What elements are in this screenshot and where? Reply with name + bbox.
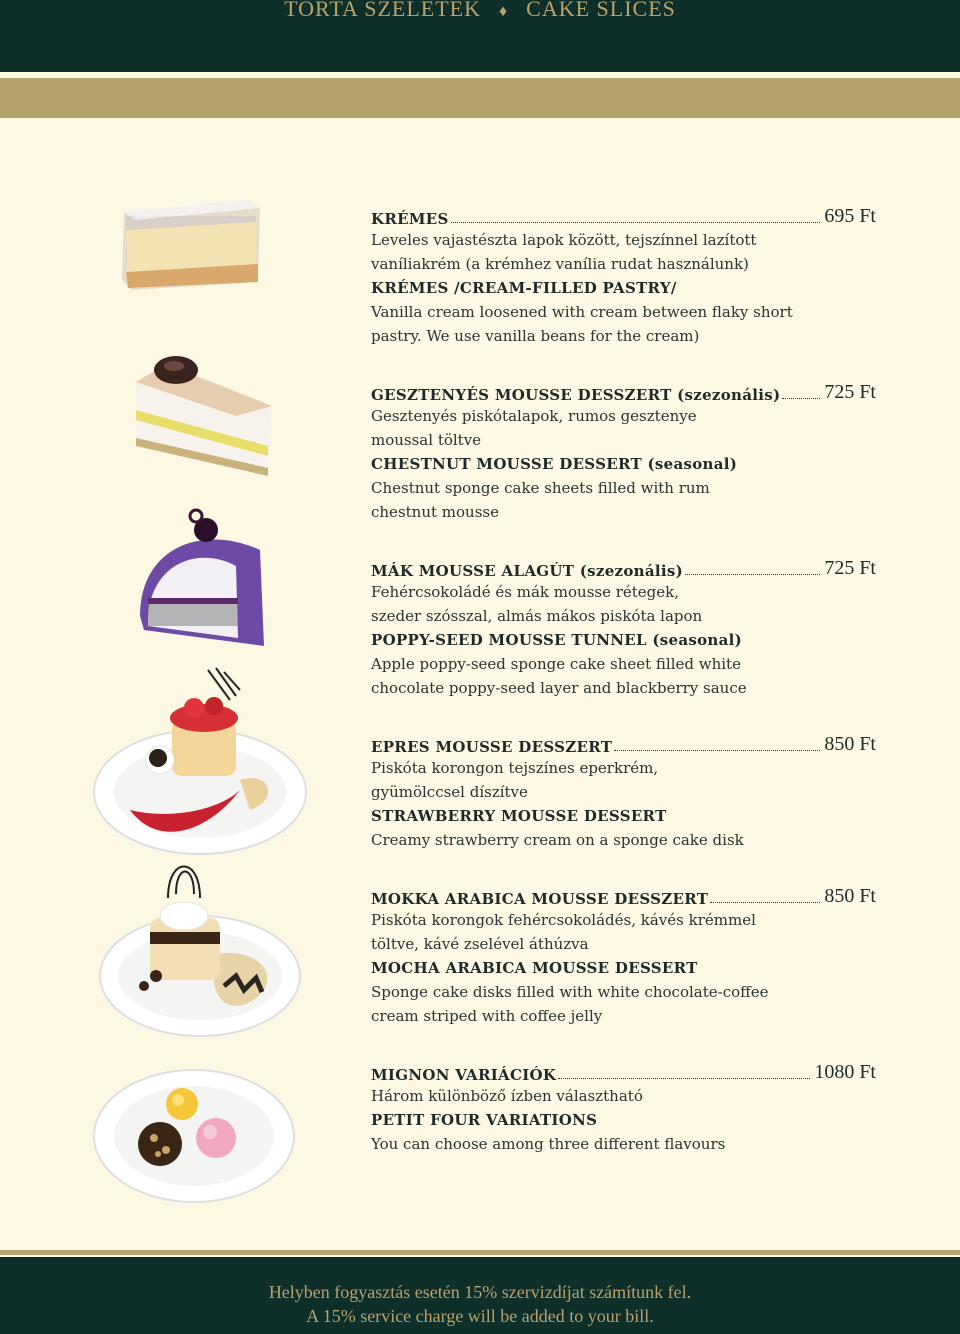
description-en: cream striped with coffee jelly [371, 1007, 603, 1025]
item-price: 850 Ft [824, 733, 876, 755]
item-name-en: CHESTNUT MOUSSE DESSERT (seasonal) [371, 455, 738, 473]
description-en: Apple poppy-seed sponge cake sheet filled white [371, 655, 741, 673]
item-title-row [371, 884, 876, 908]
description-hu: Piskóta korongon tejszínes eperkrém, [371, 759, 659, 777]
item-price: 850 Ft [824, 885, 876, 907]
mocha-arabica-photo [96, 836, 304, 1040]
menu-item-poppy-seed-tunnel [371, 556, 876, 700]
description-en: Creamy strawberry cream on a sponge cake disk [371, 831, 744, 849]
menu-item-mocha-arabica [371, 884, 876, 1028]
dot-leader [685, 574, 820, 575]
service-charge-note-hu: Helyben fogyasztás esetén 15% szervizdíjat számítunk fel. [268, 1282, 692, 1302]
description-en: Chestnut sponge cake sheets filled with rum [371, 479, 710, 497]
gold-band [0, 78, 960, 118]
description-hu: Három különböző ízben választható [371, 1087, 643, 1105]
kremes-photo [118, 192, 264, 292]
chestnut-mousse-photo [126, 352, 274, 480]
description-hu: Gesztenyés piskótalapok, rumos gesztenye [371, 407, 697, 425]
item-title-row [371, 1060, 876, 1084]
dot-leader [710, 902, 820, 903]
description-hu: Fehércsokoládé és mák mousse rétegek, [371, 583, 680, 601]
dot-leader [558, 1078, 810, 1079]
item-price: 725 Ft [824, 381, 876, 403]
item-title-row [371, 380, 876, 404]
menu-item-kremes [371, 204, 876, 348]
description-en: pastry. We use vanilla beans for the cream) [371, 327, 700, 345]
page-title [0, 0, 960, 22]
menu-item-strawberry-mousse [371, 732, 876, 852]
dot-leader [782, 398, 820, 399]
header-bar [0, 0, 960, 72]
description-en: Vanilla cream loosened with cream between flaky short [371, 303, 793, 321]
item-price: 1080 Ft [814, 1061, 876, 1083]
menu-item-chestnut-mousse [371, 380, 876, 524]
menu-item-petit-four [371, 1060, 876, 1156]
description-en: chestnut mousse [371, 503, 499, 521]
item-name-en: MOCHA ARABICA MOUSSE DESSERT [371, 959, 698, 977]
poppy-seed-tunnel-photo [134, 506, 268, 654]
description-en: Sponge cake disks filled with white chocolate-coffee [371, 983, 769, 1001]
title-hungarian: TORTA SZELETEK [284, 0, 481, 21]
dot-leader [451, 222, 821, 223]
item-price: 695 Ft [824, 205, 876, 227]
description-hu: szeder szósszal, almás mákos piskóta lapon [371, 607, 703, 625]
item-title-row [371, 204, 876, 228]
description-hu: Piskóta korongok fehércsokoládés, kávés krémmel [371, 911, 756, 929]
petit-four-photo [88, 1064, 300, 1206]
diamond-separator-icon: ♦ [498, 3, 509, 20]
item-name: MIGNON VARIÁCIÓK [371, 1066, 557, 1084]
item-name: MOKKA ARABICA MOUSSE DESSZERT [371, 890, 709, 908]
title-english: CAKE SLICES [526, 0, 676, 21]
service-charge-note-en: A 15% service charge will be added to your bill. [306, 1306, 654, 1326]
item-name: GESZTENYÉS MOUSSE DESSZERT (szezonális) [371, 386, 781, 404]
description-hu: gyümölccsel díszítve [371, 783, 528, 801]
item-name: EPRES MOUSSE DESSZERT [371, 738, 613, 756]
description-en: chocolate poppy-seed layer and blackberry sauce [371, 679, 747, 697]
item-name-en: PETIT FOUR VARIATIONS [371, 1111, 598, 1129]
item-name-en: KRÉMES /CREAM-FILLED PASTRY/ [371, 279, 677, 297]
item-name-en: POPPY-SEED MOUSSE TUNNEL (seasonal) [371, 631, 743, 649]
item-name: KRÉMES [371, 210, 449, 228]
footer-bar [0, 1257, 960, 1334]
strawberry-mousse-photo [90, 660, 310, 860]
item-name: MÁK MOUSSE ALAGÚT (szezonális) [371, 562, 684, 580]
description-hu: Leveles vajastészta lapok között, tejszínnel lazított [371, 231, 757, 249]
description-hu: vaníliakrém (a krémhez vanília rudat használunk) [371, 255, 749, 273]
item-title-row [371, 732, 876, 756]
description-hu: töltve, kávé zselével áthúzva [371, 935, 589, 953]
item-title-row [371, 556, 876, 580]
dot-leader [614, 750, 820, 751]
description-en: You can choose among three different flavours [371, 1135, 726, 1153]
item-price: 725 Ft [824, 557, 876, 579]
footer-gold-line [0, 1250, 960, 1255]
description-hu: moussal töltve [371, 431, 482, 449]
item-name-en: STRAWBERRY MOUSSE DESSERT [371, 807, 667, 825]
